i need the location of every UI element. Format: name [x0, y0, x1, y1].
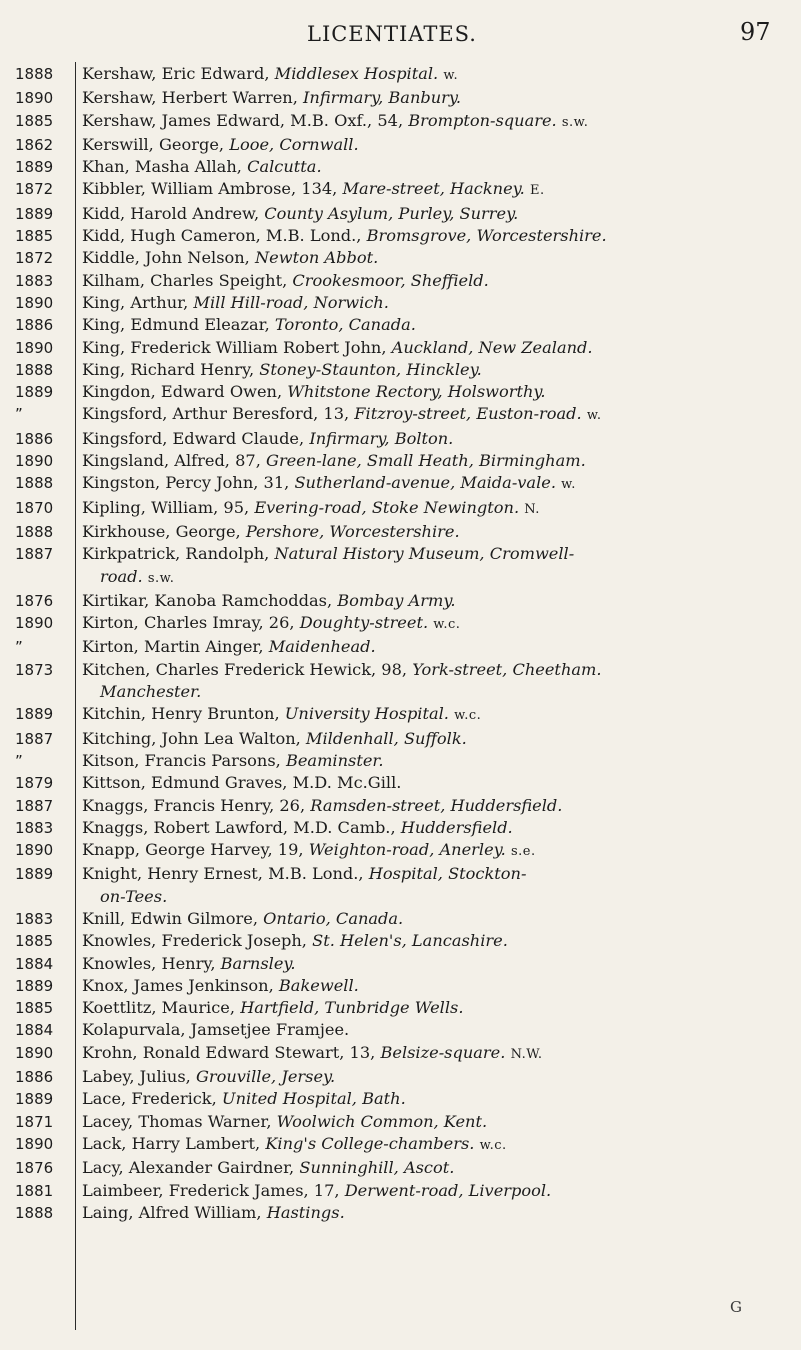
entry-text — [82, 817, 788, 839]
entry-name: Knowles, Henry, — [82, 953, 216, 973]
list-item — [0, 450, 801, 472]
entry-place: Hospital, Stockton- — [368, 864, 527, 884]
entry-year: 1881 — [15, 1181, 54, 1200]
entry-year: 1890 — [15, 293, 54, 312]
entry-year: 1871 — [15, 1112, 54, 1131]
entry-text — [82, 314, 788, 336]
entry-year: 1889 — [15, 976, 54, 995]
entry-year: 1890 — [15, 338, 54, 357]
entry-text — [82, 953, 788, 975]
entry-text — [82, 839, 788, 863]
entry-text — [82, 359, 788, 381]
entry-place: Fitzroy-street, Euston-road. — [354, 404, 582, 424]
entry-name: King, Arthur, — [82, 292, 189, 312]
list-item — [0, 728, 801, 750]
entry-name: Kirkhouse, George, — [82, 521, 241, 541]
entry-name: Kirton, Martin Ainger, — [82, 637, 264, 657]
entry-name: Lacy, Alexander Gairdner, — [82, 1158, 295, 1178]
entry-name: Koettlitz, Maurice, — [82, 998, 236, 1018]
entry-text — [82, 795, 788, 817]
entry-name: Kidd, Harold Andrew, — [82, 203, 260, 223]
list-item — [0, 930, 801, 952]
entry-text — [82, 472, 788, 496]
entry-place: County Asylum, Purley, Surrey. — [264, 203, 519, 223]
entry-year: 1890 — [15, 841, 54, 860]
entry-text — [82, 497, 788, 521]
entry-district: s.w. — [147, 570, 175, 586]
entry-name: Kingsford, Arthur Beresford, 13, — [82, 404, 350, 424]
entry-text — [82, 772, 788, 794]
entry-district: w. — [561, 477, 576, 493]
entry-place: St. Helen's, Lancashire. — [312, 931, 508, 951]
entry-year: 1885 — [15, 111, 54, 130]
entry-year: 1889 — [15, 705, 54, 724]
list-item — [0, 497, 801, 521]
entry-name: Kirkpatrick, Randolph, — [82, 544, 270, 564]
entry-year: 1886 — [15, 429, 54, 448]
entry-name: Kingston, Percy John, 31, — [82, 473, 290, 493]
entry-name: Kerswill, George, — [82, 134, 225, 154]
entry-name: Kitchin, Henry Brunton, — [82, 704, 280, 724]
entry-year: 1888 — [15, 522, 54, 541]
entry-place: Hastings. — [266, 1202, 345, 1222]
entry-year: ” — [15, 751, 23, 770]
entry-place-continuation: Manchester. — [100, 682, 202, 702]
entry-name: Labey, Julius, — [82, 1067, 191, 1087]
entry-name: Lace, Frederick, — [82, 1089, 217, 1109]
entry-text — [82, 134, 788, 156]
list-item — [0, 997, 801, 1019]
entry-place: United Hospital, Bath. — [221, 1089, 406, 1109]
entry-name: Knox, James Jenkinson, — [82, 975, 274, 995]
list-item — [0, 703, 801, 727]
page-header — [0, 18, 801, 52]
entry-year: 1889 — [15, 1090, 54, 1109]
entry-year: 1884 — [15, 1021, 54, 1040]
entry-year: 1887 — [15, 796, 54, 815]
entry-place: Hartfield, Tunbridge Wells. — [240, 998, 464, 1018]
entry-district: E. — [529, 183, 545, 199]
list-item — [0, 270, 801, 292]
entry-name: Knapp, George Harvey, 19, — [82, 840, 304, 860]
entry-name: Krohn, Ronald Edward Stewart, 13, — [82, 1042, 376, 1062]
entry-name: Kipling, William, 95, — [82, 497, 250, 517]
entry-place: Doughty-street. — [299, 613, 429, 633]
entry-place: Natural History Museum, Cromwell- — [274, 544, 575, 564]
entry-text — [82, 636, 788, 658]
entry-district: N.W. — [510, 1046, 543, 1062]
entry-text — [82, 292, 788, 314]
entry-place: Beaminster. — [285, 750, 384, 770]
entry-continuation — [82, 681, 788, 703]
entry-district: w.c. — [433, 617, 461, 633]
list-item — [0, 1133, 801, 1157]
entry-name: Kingsford, Edward Claude, — [82, 428, 305, 448]
entry-year: ” — [15, 638, 23, 657]
entry-year: 1889 — [15, 865, 54, 884]
entry-text — [82, 1019, 788, 1041]
entry-district: N. — [524, 501, 540, 517]
entry-text — [82, 247, 788, 269]
list-item — [0, 337, 801, 359]
entry-district: s.e. — [510, 844, 536, 860]
entry-name: Kitchen, Charles Frederick Hewick, 98, — [82, 659, 408, 679]
entry-name: King, Frederick William Robert John, — [82, 337, 387, 357]
entry-name: Laing, Alfred William, — [82, 1202, 262, 1222]
entry-place: Infirmary, Banbury. — [303, 88, 462, 108]
entry-name: Knaggs, Robert Lawford, M.D. Camb., — [82, 817, 396, 837]
entry-year: 1876 — [15, 1159, 54, 1178]
list-item — [0, 863, 801, 908]
list-item — [0, 1202, 801, 1224]
entry-place: Belsize-square. — [380, 1042, 506, 1062]
list-item — [0, 178, 801, 202]
entry-text — [82, 203, 788, 225]
entry-place: Mildenhall, Suffolk. — [305, 728, 467, 748]
entry-place: Grouville, Jersey. — [195, 1067, 336, 1087]
list-item — [0, 1111, 801, 1133]
list-item — [0, 1042, 801, 1066]
entry-text — [82, 997, 788, 1019]
list-item — [0, 612, 801, 636]
entry-place: Pershore, Worcestershire. — [245, 521, 460, 541]
entry-name: Kitson, Francis Parsons, — [82, 750, 281, 770]
entry-text — [82, 1088, 788, 1110]
entry-name: Kershaw, Eric Edward, — [82, 64, 270, 83]
entry-place: Mill Hill-road, Norwich. — [193, 292, 389, 312]
list-item — [0, 1066, 801, 1088]
entry-place-continuation: on-Tees. — [100, 886, 168, 906]
entry-text — [82, 225, 788, 247]
list-item — [0, 839, 801, 863]
entry-place: Sunninghill, Ascot. — [299, 1158, 455, 1178]
entry-name: Kershaw, James Edward, M.B. Oxf., 54, — [82, 110, 404, 130]
entry-place: Ramsden-street, Huddersfield. — [310, 795, 563, 815]
entry-name: Kirtikar, Kanoba Ramchoddas, — [82, 590, 333, 610]
entry-text — [82, 975, 788, 997]
signature-mark: G — [730, 1298, 742, 1316]
entry-name: Kirton, Charles Imray, 26, — [82, 613, 295, 633]
entry-district: w. — [586, 408, 602, 424]
entry-year: 1890 — [15, 89, 54, 108]
entry-text — [82, 1202, 788, 1224]
entry-name: Kershaw, Herbert Warren, — [82, 88, 298, 108]
list-item — [0, 750, 801, 772]
entry-name: Kingdon, Edward Owen, — [82, 382, 283, 402]
list-item — [0, 472, 801, 496]
list-item — [0, 247, 801, 269]
entry-place: Green-lane, Small Heath, Birmingham. — [266, 451, 586, 471]
entry-name: Lack, Harry Lambert, — [82, 1133, 261, 1153]
entry-place: University Hospital. — [284, 704, 449, 724]
entry-name: Lacey, Thomas Warner, — [82, 1111, 272, 1131]
entry-year: 1872 — [15, 249, 54, 268]
entry-district: s.w. — [561, 114, 589, 130]
entry-year: 1890 — [15, 1134, 54, 1153]
entry-place: Stoney-Staunton, Hinckley. — [259, 359, 482, 379]
entry-place: Toronto, Canada. — [274, 315, 416, 335]
entry-name: Kitching, John Lea Walton, — [82, 728, 301, 748]
entry-year: 1870 — [15, 498, 54, 517]
entry-year: 1886 — [15, 316, 54, 335]
list-item — [0, 134, 801, 156]
list-item — [0, 110, 801, 134]
page-title: LICENTIATES. — [307, 22, 477, 46]
entry-continuation — [82, 886, 788, 908]
entry-place: Bromsgrove, Worcestershire. — [366, 226, 607, 246]
page-number: 97 — [740, 18, 771, 46]
entry-name: Kibbler, William Ambrose, 134, — [82, 179, 338, 199]
entry-year: 1889 — [15, 204, 54, 223]
entry-text — [82, 590, 788, 612]
list-item — [0, 636, 801, 658]
entry-place: Weighton-road, Anerley. — [308, 840, 506, 860]
entry-name: Khan, Masha Allah, — [82, 157, 242, 177]
list-item — [0, 87, 801, 109]
entry-place: Bombay Army. — [337, 590, 456, 610]
entry-text — [82, 659, 788, 704]
entry-year: 1888 — [15, 1203, 54, 1222]
entry-year: 1883 — [15, 271, 54, 290]
entry-place-continuation: road. — [100, 566, 143, 586]
list-item — [0, 359, 801, 381]
entry-place: Barnsley. — [220, 953, 296, 973]
entry-name: Kingsland, Alfred, 87, — [82, 451, 261, 471]
entry-place: Infirmary, Bolton. — [309, 428, 454, 448]
entry-text — [82, 543, 788, 590]
entry-place: Maidenhead. — [268, 637, 376, 657]
entry-district: w.c. — [479, 1137, 507, 1153]
entry-year: 1873 — [15, 660, 54, 679]
entry-name: Knaggs, Francis Henry, 26, — [82, 795, 306, 815]
entry-text — [82, 521, 788, 543]
entry-place: Crookesmoor, Sheffield. — [292, 270, 489, 290]
list-item — [0, 156, 801, 178]
entry-place: Brompton-square. — [408, 110, 557, 130]
entry-place: Newton Abbot. — [254, 248, 379, 268]
list-item — [0, 1180, 801, 1202]
entry-year: 1885 — [15, 932, 54, 951]
entry-name: Knill, Edwin Gilmore, — [82, 908, 258, 928]
entry-text — [82, 63, 788, 87]
entry-name: King, Richard Henry, — [82, 359, 255, 379]
entry-name: Kilham, Charles Speight, — [82, 270, 288, 290]
entry-place: Calcutta. — [247, 157, 322, 177]
entry-text — [82, 703, 788, 727]
entry-place: King's College-chambers. — [265, 1133, 475, 1153]
entry-place: Sutherland-avenue, Maida-vale. — [294, 473, 556, 493]
list-item — [0, 292, 801, 314]
entry-text — [82, 1133, 788, 1157]
entry-district: w. — [443, 68, 459, 83]
entry-name: Kolapurvala, Jamsetjee Framjee. — [82, 1020, 350, 1040]
entry-text — [82, 728, 788, 750]
entry-text — [82, 156, 788, 178]
entry-year: 1883 — [15, 818, 54, 837]
entry-district: w.c. — [454, 708, 482, 724]
entry-year: 1890 — [15, 1043, 54, 1062]
entry-text — [82, 270, 788, 292]
entry-text — [82, 1111, 788, 1133]
list-item — [0, 225, 801, 247]
entry-place: Ontario, Canada. — [263, 908, 404, 928]
list-item — [0, 908, 801, 930]
entry-text — [82, 1066, 788, 1088]
entry-text — [82, 337, 788, 359]
entry-name: Kiddle, John Nelson, — [82, 248, 250, 268]
entry-year: 1885 — [15, 999, 54, 1018]
list-item — [0, 63, 801, 87]
entry-name: Knowles, Frederick Joseph, — [82, 931, 307, 951]
list-item — [0, 590, 801, 612]
entry-place: Huddersfield. — [400, 817, 513, 837]
list-item — [0, 795, 801, 817]
entry-place: Derwent-road, Liverpool. — [344, 1180, 552, 1200]
list-item — [0, 1157, 801, 1179]
entry-year: 1890 — [15, 452, 54, 471]
entry-text — [82, 87, 788, 109]
entry-text — [82, 1042, 788, 1066]
entry-text — [82, 612, 788, 636]
entry-text — [82, 750, 788, 772]
entry-place: Whitstone Rectory, Holsworthy. — [287, 382, 546, 402]
entry-place: York-street, Cheetham. — [412, 659, 602, 679]
entry-year: 1879 — [15, 774, 54, 793]
entry-year: ” — [15, 405, 23, 424]
entry-year: 1889 — [15, 158, 54, 177]
licentiate-list — [0, 63, 801, 1224]
entry-name: Kittson, Edmund Graves, M.D. Mc.Gill. — [82, 773, 402, 793]
entry-text — [82, 381, 788, 403]
entry-text — [82, 450, 788, 472]
entry-year: 1887 — [15, 729, 54, 748]
entry-place: Bakewell. — [278, 975, 359, 995]
list-item — [0, 521, 801, 543]
entry-text — [82, 863, 788, 908]
entry-name: Knight, Henry Ernest, M.B. Lond., — [82, 864, 364, 884]
list-item — [0, 381, 801, 403]
entry-year: 1887 — [15, 545, 54, 564]
list-item — [0, 403, 801, 427]
entry-year: 1888 — [15, 65, 54, 83]
entry-place: Middlesex Hospital. — [274, 64, 439, 83]
entry-name: Kidd, Hugh Cameron, M.B. Lond., — [82, 226, 362, 246]
entry-text — [82, 403, 788, 427]
entry-text — [82, 428, 788, 450]
entry-year: 1876 — [15, 591, 54, 610]
list-item — [0, 659, 801, 704]
entry-text — [82, 178, 788, 202]
entry-name: Laimbeer, Frederick James, 17, — [82, 1180, 340, 1200]
list-item — [0, 314, 801, 336]
entry-text — [82, 1157, 788, 1179]
entry-year: 1883 — [15, 909, 54, 928]
entry-year: 1889 — [15, 383, 54, 402]
list-item — [0, 428, 801, 450]
entry-text — [82, 1180, 788, 1202]
entry-year: 1888 — [15, 360, 54, 379]
list-item — [0, 817, 801, 839]
list-item — [0, 203, 801, 225]
entry-text — [82, 110, 788, 134]
entry-year: 1872 — [15, 180, 54, 199]
list-item — [0, 953, 801, 975]
entry-year: 1888 — [15, 474, 54, 493]
entry-year: 1885 — [15, 227, 54, 246]
list-item — [0, 1088, 801, 1110]
entry-year: 1886 — [15, 1068, 54, 1087]
list-item — [0, 1019, 801, 1041]
entry-text — [82, 908, 788, 930]
list-item — [0, 772, 801, 794]
entry-year: 1884 — [15, 954, 54, 973]
entry-place: Evering-road, Stoke Newington. — [254, 497, 520, 517]
entry-year: 1862 — [15, 135, 54, 154]
list-item — [0, 543, 801, 590]
entry-name: King, Edmund Eleazar, — [82, 315, 270, 335]
entry-place: Auckland, New Zealand. — [391, 337, 593, 357]
entry-place: Mare-street, Hackney. — [342, 179, 525, 199]
entry-place: Looe, Cornwall. — [229, 134, 359, 154]
entry-year: 1890 — [15, 614, 54, 633]
entry-continuation — [82, 566, 788, 590]
entry-text — [82, 930, 788, 952]
entry-place: Woolwich Common, Kent. — [276, 1111, 488, 1131]
list-item — [0, 975, 801, 997]
